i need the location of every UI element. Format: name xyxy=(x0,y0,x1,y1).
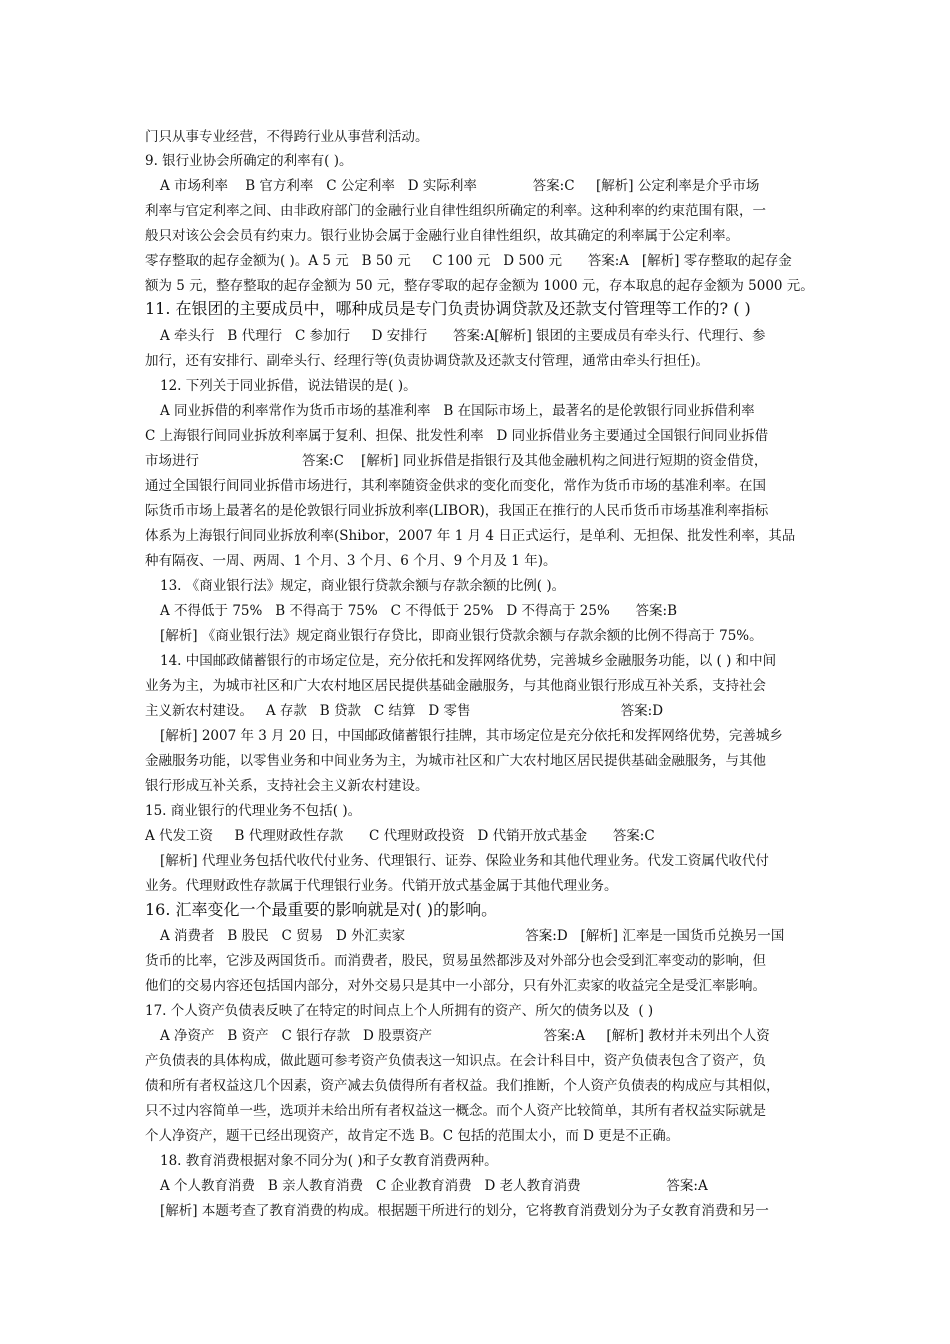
text-line: 债和所有者权益这几个因素，资产减去负债得所有者权益。我们推断，个人资产负债表的构成应与其相似， xyxy=(145,1078,780,1094)
text-line: 通过全国银行间同业拆借市场进行，其利率随资金供求的变化而变化，常作为货币市场的基准利率。在国 xyxy=(145,478,766,494)
text-line: A 个人教育消费 B 亲人教育消费 C 企业教育消费 D 老人教育消费 答案:A xyxy=(160,1178,708,1194)
text-line: [解析] 2007 年 3 月 20 日，中国邮政储蓄银行挂牌，其市场定位是充分依托和发挥网络优势，完善城乡 xyxy=(160,728,783,744)
text-line: 际货币市场上最著名的是伦敦银行同业拆放利率(LIBOR)，我国正在推行的人民币货币市场基准利率指标 xyxy=(145,503,769,519)
text-line: 加行，还有安排行、副牵头行、经理行等(负责协调贷款及还款支付管理，通常由牵头行担任)。 xyxy=(145,353,710,369)
question-13: 13. 《商业银行法》规定，商业银行贷款余额与存款余额的比例( )。 xyxy=(160,578,566,594)
text-line: 门只从事专业经营，不得跨行业从事营利活动。 xyxy=(145,129,429,145)
text-line: 他们的交易内容还包括国内部分，对外交易只是其中一小部分，只有外汇卖家的收益完全是受汇率影响。 xyxy=(145,978,766,994)
text-line: 般只对该公会会员有约束力。银行业协会属于金融行业自律性组织，故其确定的利率属于公定利率。 xyxy=(145,228,739,244)
text-line: [解析] 代理业务包括代收代付业务、代理银行、证券、保险业务和其他代理业务。代发工资属代收代付 xyxy=(160,853,769,869)
text-line: A 不得低于 75% B 不得高于 75% C 不得低于 25% D 不得高于 25% 答案:B xyxy=(160,603,678,619)
text-line: 体系为上海银行间同业拆放利率(Shibor，2007 年 1 月 4 日正式运行，是单利、无担保、批发性利率，其品 xyxy=(145,528,796,544)
question-11: 11. 在银团的主要成员中，哪种成员是专门负责协调贷款及还款支付管理等工作的? ( ) xyxy=(145,299,751,318)
text-line: 主义新农村建设。 A 存款 B 贷款 C 结算 D 零售 答案:D xyxy=(145,703,664,719)
text-line: 种有隔夜、一周、两周、1 个月、3 个月、6 个月、9 个月及 1 年)。 xyxy=(145,553,557,569)
text-line: A 同业拆借的利率常作为货币市场的基准利率 B 在国际市场上，最著名的是伦敦银行同业拆借利率 xyxy=(160,403,755,419)
text-line: [解析] 《商业银行法》规定商业银行存贷比，即商业银行贷款余额与存款余额的比例不得高于 75%。 xyxy=(160,628,763,644)
question-16: 16. 汇率变化一个最重要的影响就是对( )的影响。 xyxy=(145,900,498,919)
text-line: 业务。代理财政性存款属于代理银行业务。代销开放式基金属于其他代理业务。 xyxy=(145,878,618,894)
text-line: A 净资产 B 资产 C 银行存款 D 股票资产 答案:A [解析] 教材并未列出个人资 xyxy=(160,1028,770,1044)
text-line: [解析] 本题考查了教育消费的构成。根据题干所进行的划分，它将教育消费划分为子女教育消费和另一 xyxy=(160,1203,769,1219)
text-line: 银行形成互补关系，支持社会主义新农村建设。 xyxy=(145,778,429,794)
text-line: 利率与官定利率之间、由非政府部门的金融行业自律性组织所确定的利率。这种利率的约束范围有限，一 xyxy=(145,203,766,219)
question-12: 12. 下列关于同业拆借，说法错误的是( )。 xyxy=(160,378,417,394)
text-line: C 上海银行间同业拆放利率属于复利、担保、批发性利率 D 同业拆借业务主要通过全国银行间同业拆借 xyxy=(145,428,769,444)
text-line: 额为 5 元，整存整取的起存金额为 50 元，整存零取的起存金额为 1000 元，存本取息的起存金额为 5000 元。 xyxy=(145,278,814,294)
text-line: 零存整取的起存金额为( )。A 5 元 B 50 元 C 100 元 D 500 元 答案:A [解析] 零存整取的起存金 xyxy=(145,253,792,269)
text-line: 个人净资产，题干已经出现资产，故肯定不选 B。C 包括的范围太小，而 D 更是不正确。 xyxy=(145,1128,680,1144)
text-line: A 代发工资 B 代理财政性存款 C 代理财政投资 D 代销开放式基金 答案:C xyxy=(145,828,655,844)
question-14: 14. 中国邮政储蓄银行的市场定位是，充分依托和发挥网络优势，完善城乡金融服务功能，以 ( ) 和中间 xyxy=(160,653,777,669)
question-18: 18. 教育消费根据对象不同分为( )和子女教育消费两种。 xyxy=(160,1153,498,1169)
question-9: 9. 银行业协会所确定的利率有( )。 xyxy=(145,153,353,169)
text-line: A 消费者 B 股民 C 贸易 D 外汇卖家 答案:D [解析] 汇率是一国货币兑换另一国 xyxy=(160,928,785,944)
text-line: 产负债表的具体构成，做此题可参考资产负债表这一知识点。在会计科目中，资产负债表包含了资产，负 xyxy=(145,1053,766,1069)
text-line: A 牵头行 B 代理行 C 参加行 D 安排行 答案:A[解析] 银团的主要成员有牵头行、代理行、参 xyxy=(160,328,766,344)
text-line: 只不过内容简单一些，选项并未给出所有者权益这一概念。而个人资产比较简单，其所有者权益实际就是 xyxy=(145,1103,766,1119)
question-15: 15. 商业银行的代理业务不包括( )。 xyxy=(145,803,362,819)
text-line: 市场进行 答案:C [解析] 同业拆借是指银行及其他金融机构之间进行短期的资金借贷， xyxy=(145,453,768,469)
text-line: A 市场利率 B 官方利率 C 公定利率 D 实际利率 答案:C [解析] 公定利率是介乎市场 xyxy=(160,178,760,194)
text-line: 货币的比率，它涉及两国货币。而消费者，股民，贸易虽然都涉及对外部分也会受到汇率变动的影响，但 xyxy=(145,953,766,969)
question-17: 17. 个人资产负债表反映了在特定的时间点上个人所拥有的资产、所欠的债务以及 ( ) xyxy=(145,1003,654,1019)
text-line: 金融服务功能，以零售业务和中间业务为主，为城市社区和广大农村地区居民提供基础金融服务，与其他 xyxy=(145,753,766,769)
text-line: 业务为主，为城市社区和广大农村地区居民提供基础金融服务，与其他商业银行形成互补关系，支持社会 xyxy=(145,678,766,694)
